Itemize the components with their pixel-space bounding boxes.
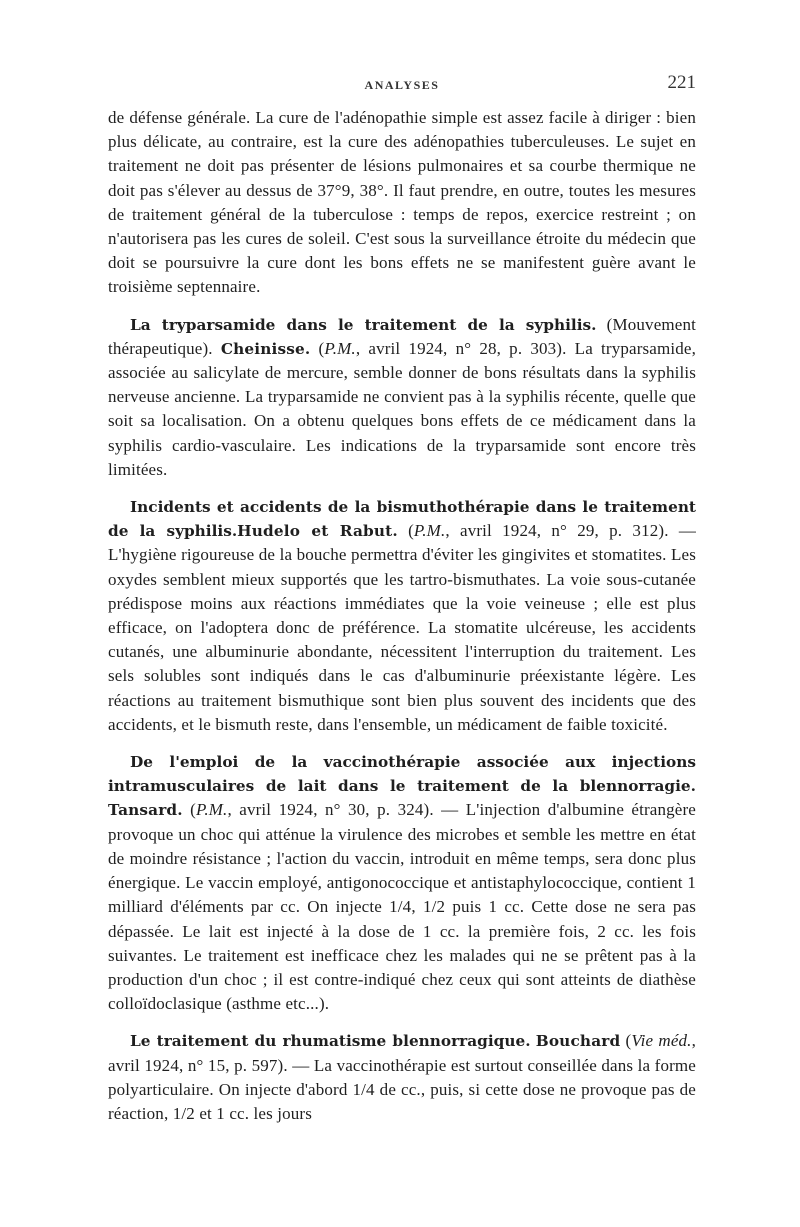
document-page bbox=[108, 70, 696, 1126]
abstract-title: Incidents et accidents de la bismuthothérapie dans le traitement de la syphilis. bbox=[108, 498, 696, 541]
abstract-tryparsamide bbox=[108, 313, 696, 482]
continuation-paragraph: de défense générale. La cure de l'adénopathie simple est assez facile à diriger : bien plus délicate, au contraire, est la cure des adénopathies tuberculeuses. Le sujet en traitement ne doit pas présenter de lésions pulmonaires et sa courbe thermique ne doit pas s'élever au dessus de 37°9, 38°. Il faut prendre, en outre, toutes les mesures de traitement général de la tuberculose : temps de repos, exercice restreint ; on n'autorisera pas les cures de soleil. C'est sous la surveillance étroite du médecin que doit se poursuivre la cure dont les bons effets ne se manifestent guère avant le troisième septennaire. bbox=[108, 108, 696, 297]
abstract-body: La tryparsamide, associée au salicylate de mercure, semble donner de bons résultats dans la syphilis nerveuse ancienne. La tryparsamide ne convient pas à la syphilis récente, quelle que soit sa localisation. On a obtenu quelques bons effets de ce médicament dans la syphilis cardio-vasculaire. Les indications de la tryparsamide sont encore très limitées. bbox=[108, 338, 696, 479]
abstract-journal: Vie méd. bbox=[631, 1031, 692, 1051]
abstract-author: Bouchard bbox=[535, 1032, 621, 1051]
page-number: 221 bbox=[667, 72, 696, 93]
abstract-source-ref: , avril 1924, n° 30, p. 324). — bbox=[227, 800, 459, 820]
page-header bbox=[108, 70, 696, 106]
abstract-source-ref: , avril 1924, n° 28, p. 303). bbox=[355, 338, 567, 358]
abstract-rhumatisme bbox=[108, 1029, 696, 1126]
abstract-journal: P.M. bbox=[324, 338, 356, 358]
abstract-title: Le traitement du rhumatisme blennorragique. bbox=[130, 1032, 531, 1051]
abstract-author: Cheinisse. bbox=[220, 339, 311, 358]
abstract-source-open: ( bbox=[397, 521, 414, 541]
abstract-source-open: ( bbox=[620, 1031, 632, 1051]
abstract-bismuthotherapie bbox=[108, 495, 696, 737]
abstract-author: Tansard. bbox=[108, 801, 183, 820]
abstract-rubric: (Mouvement thérapeutique). bbox=[108, 314, 696, 358]
abstract-body: L'injection d'albumine étrangère provoque un choc qui atténue la virulence des microbes et semble les mettre en état de moindre résistance ; l'action du vaccin, introduit en même temps, sera donc plus énergique. Le vaccin employé, antigonococcique et antistaphylococcique, contient 1 milliard d'éléments par cc. On injecte 1/4, 1/2 puis 1 cc. Cette dose ne sera pas dépassée. Le lait est injecté à la dose de 1 cc. la première fois, 2 cc. les fois suivantes. Le traitement est inefficace chez les malades qui ne se prêtent pas à la production d'un choc ; il est contre-indiqué chez ceux qui sont atteints de diathèse colloïdoclasique (asthme etc...). bbox=[108, 800, 697, 1014]
abstract-author: Hudelo et Rabut. bbox=[237, 522, 398, 541]
abstract-source-open: ( bbox=[182, 800, 196, 820]
abstract-journal: P.M. bbox=[413, 521, 446, 541]
abstract-source-ref: , avril 1924, n° 15, p. 597). — bbox=[108, 1031, 696, 1075]
abstract-body: L'hygiène rigoureuse de la bouche permettra d'éviter les gingivites et stomatites. Les oxydes semblent mieux supportés que les tartro-bismuthates. La voie sous-cutanée prédispose moins aux réactions immédiates que la voie veineuse ; elle est plus efficace, on l'adoptera donc de préférence. La stomatite ulcéreuse, les accidents cutanés, une albuminurie abondante, nécessitent l'interruption du traitement. Les sels solubles sont indiqués dans le cas d'albuminurie préexistante légère. Les réactions au traitement bismuthique sont bien plus souvent des incidents que des accidents, et le bismuth reste, dans l'ensemble, un médicament de faible toxicité. bbox=[108, 545, 696, 734]
abstract-source-open: ( bbox=[310, 338, 325, 358]
abstract-source-ref: , avril 1924, n° 29, p. 312). — bbox=[445, 521, 696, 541]
abstract-vaccinotherapie bbox=[108, 750, 696, 1016]
abstract-body: La vaccinothérapie est surtout conseillée dans la forme polyarticulaire. On injecte d'abord 1/4 de cc., puis, si cette dose ne provoque pas de réaction, 1/2 et 1 cc. les jours bbox=[108, 1055, 697, 1123]
abstract-journal: P.M. bbox=[196, 800, 228, 820]
running-head: ANALYSES bbox=[364, 78, 440, 92]
abstract-title: De l'emploi de la vaccinothérapie associée aux injections intramusculaires de lait dans le traitement de la blennorragie. bbox=[108, 753, 696, 796]
abstract-title: La tryparsamide dans le traitement de la syphilis. bbox=[130, 315, 597, 334]
